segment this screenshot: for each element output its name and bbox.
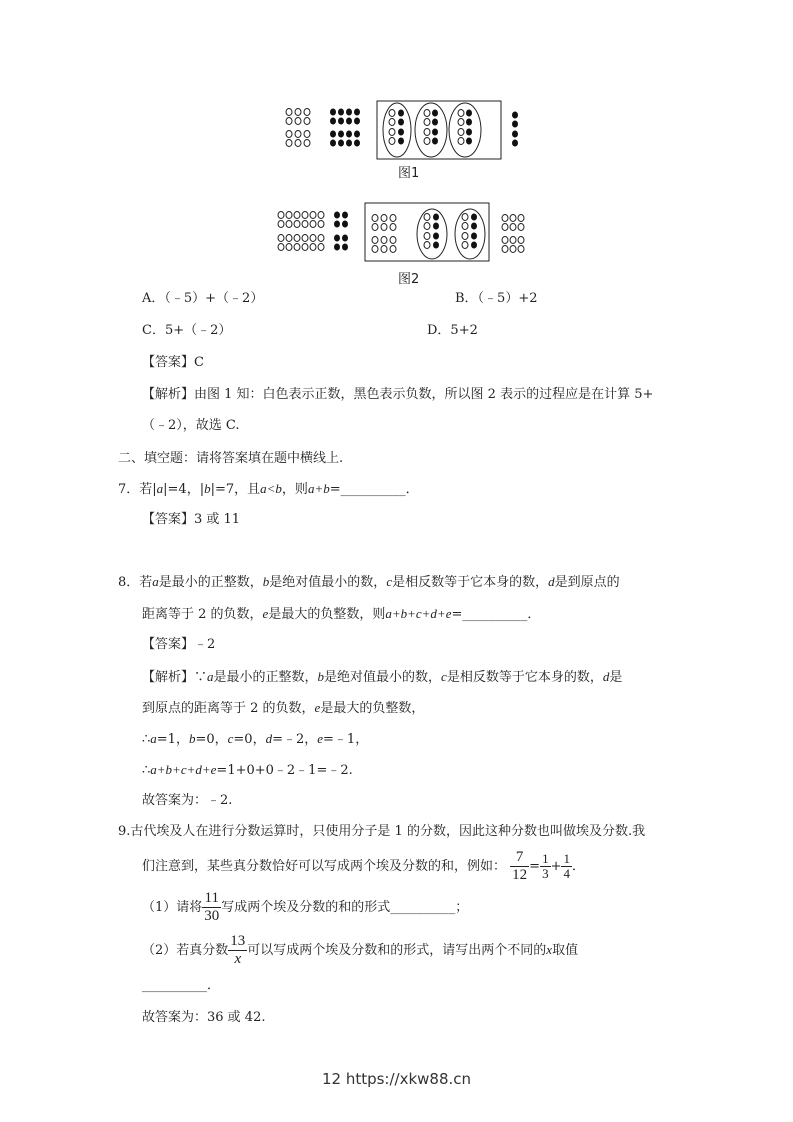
section-heading: 二、填空题：请将答案填在题中横线上. [118,451,344,466]
q8-analysis-line-1: 【解析】∵a是最小的正整数，b是绝对值最小的数，c是相反数等于它本身的数，d是 [142,669,623,685]
q9-part-1: （1）请将 $\frac{11}{30}$ 写成两个埃及分数的和的形式__________； [142,890,469,924]
q7-question: 7．若|a|=4，|b|=7，且a<b，则a+b=__________． [118,481,419,497]
q7-answer: 【答案】3 或 11 [142,512,241,527]
figure-1-caption: 图1 [398,166,420,181]
q9-part-2-blank: __________． [142,978,221,993]
q9-line-1: 9.古代埃及人在进行分数运算时，只使用分子是 1 的分数，因此这种分数也叫做埃及分数.我 [118,824,646,839]
option-d: D．5+2 [427,323,478,338]
option-b: B．（﹣5）+2 [455,291,538,306]
q8-question-line-2: 距离等于 2 的负数，e是最大的负整数，则a+b+c+d+e=__________． [142,606,541,622]
q6-analysis-line-2: （﹣2），故选 C. [142,418,240,433]
q9-line-2: 们注意到，某些真分数恰好可以写成两个埃及分数的和，例如： $\frac{7}{12}$ = $\frac{1}{3}$ + $\frac{1}{4}$ ． [142,849,585,883]
option-a: A．（﹣5）+（﹣2） [142,291,264,306]
page-footer: 12 https://xkw88.cn [321,1070,472,1088]
option-c: C．5+（﹣2） [142,323,232,338]
q8-answer: 【答案】﹣2 [142,637,216,652]
q6-answer: 【答案】C [142,355,204,370]
fraction-13-x: $\frac{13}{x}$ [230,933,246,967]
figure-2-caption: 图2 [398,272,420,287]
q8-conclusion: 故答案为：﹣2. [142,793,233,808]
fraction-1-3: $\frac{1}{3}$ [542,851,549,881]
q8-values-line: ∴a=1，b=0，c=0，d=﹣2，e=﹣1， [142,731,369,747]
fraction-7-12: $\frac{7}{12}$ [512,849,528,883]
q9-conclusion: 故答案为：36 或 42. [142,1010,266,1025]
fraction-11-30: $\frac{11}{30}$ [204,890,220,924]
q8-sum-line: ∴a+b+c+d+e=1+0+0﹣2﹣1=﹣2. [142,762,353,778]
q8-question-line-1: 8．若a是最小的正整数，b是绝对值最小的数，c是相反数等于它本身的数，d是到原点的 [118,574,620,590]
q8-analysis-line-2: 到原点的距离等于 2 的负数，e是最大的负整数， [142,700,425,716]
q9-part-2: （2）若真分数 $\frac{13}{x}$ 可以写成两个埃及分数和的形式，请写出两个不同的x取值 [142,933,579,967]
figure-2 [272,200,534,268]
q6-analysis-line-1: 【解析】由图 1 知：白色表示正数，黑色表示负数，所以图 2 表示的过程应是在计算 5+ [142,387,654,402]
fraction-1-4: $\frac{1}{4}$ [563,851,570,881]
figure-1 [280,96,530,166]
